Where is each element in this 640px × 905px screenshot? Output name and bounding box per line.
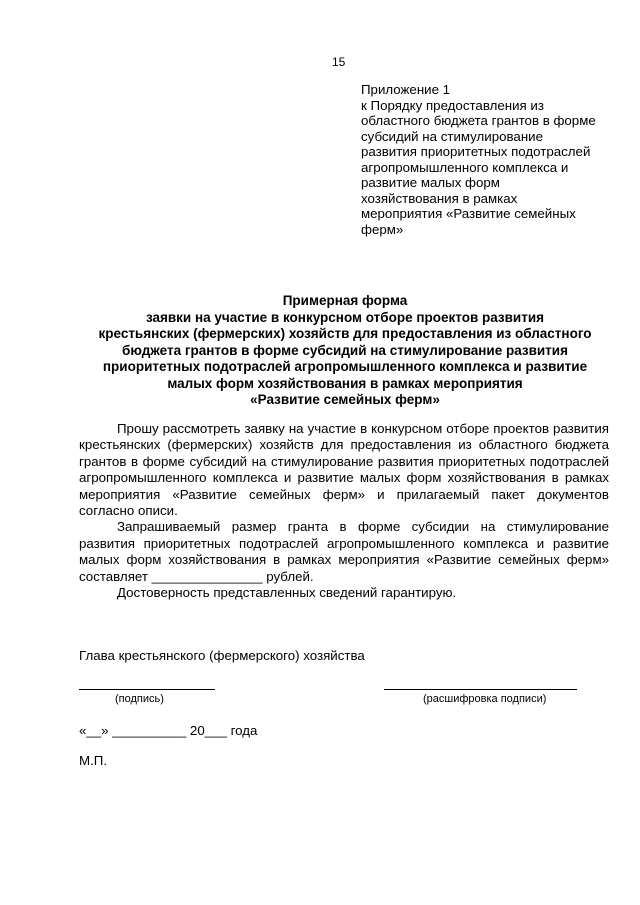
title-line: малых форм хозяйствования в рамках мероприятия xyxy=(167,375,523,391)
page-number: 15 xyxy=(332,55,346,69)
document-title xyxy=(75,293,615,409)
appendix-line: мероприятия «Развитие семейных xyxy=(361,206,576,221)
title-line: Примерная форма xyxy=(282,293,408,308)
signature-decode-caption: (расшифровка подписи) xyxy=(423,693,547,705)
date-field: «__» __________ 20___ года xyxy=(79,723,258,738)
appendix-line: развитие малых форм xyxy=(361,175,500,190)
title-line: приоритетных подотраслей агропромышленного комплекса и развитие xyxy=(102,359,588,374)
guarantee-paragraph: Достоверность представленных сведений гарантирую. xyxy=(117,585,457,601)
appendix-line: агропромышленного комплекса и xyxy=(361,159,569,175)
appendix-line: субсидий на стимулирование xyxy=(361,128,543,144)
title-line: крестьянских (фермерских) хозяйств для предоставления из областного xyxy=(98,326,592,341)
request-paragraph: Прошу рассмотреть заявку на участие в конкурсном отборе проектов развития крестьянских (фермерских) хозяйств для предоставления из областного бюджета грантов в форме субсидий на стимулирование развития приоритетных подотраслей агропромышленного комплекса и развитие малых форм хозяйствования в рамках мероприятия «Развитие семейных ферм» и прилагаемый пакет документов согласно описи. xyxy=(79,421,609,519)
appendix-line: к Порядку предоставления из xyxy=(361,97,544,113)
grant-amount-paragraph: Запрашиваемый размер гранта в форме субсидии на стимулирование развития приоритетных подотраслей агропромышленного комплекса и развитие малых форм хозяйствования в рамках мероприятия «Развитие семейных ферм» составляет _______________ рублей. xyxy=(79,519,609,584)
signature-caption: (подпись) xyxy=(115,693,164,705)
signature-decode-line[interactable] xyxy=(384,689,577,690)
appendix-header xyxy=(361,82,616,237)
head-of-farm-label: Глава крестьянского (фермерского) хозяйства xyxy=(79,648,365,663)
appendix-line: ферм» xyxy=(361,221,404,237)
signature-line[interactable] xyxy=(79,689,215,690)
stamp-place-label: М.П. xyxy=(79,753,108,768)
appendix-line: развития приоритетных подотраслей xyxy=(361,144,591,159)
appendix-line: Приложение 1 xyxy=(361,82,451,97)
application-body xyxy=(79,421,609,601)
title-line: заявки на участие в конкурсном отборе проектов развития xyxy=(145,309,545,325)
appendix-line: областного бюджета грантов в форме xyxy=(361,113,596,128)
title-line: «Развитие семейных ферм» xyxy=(250,392,440,407)
title-line: бюджета грантов в форме субсидий на стимулирование развития xyxy=(122,342,568,358)
appendix-line: хозяйствования в рамках xyxy=(361,190,518,206)
